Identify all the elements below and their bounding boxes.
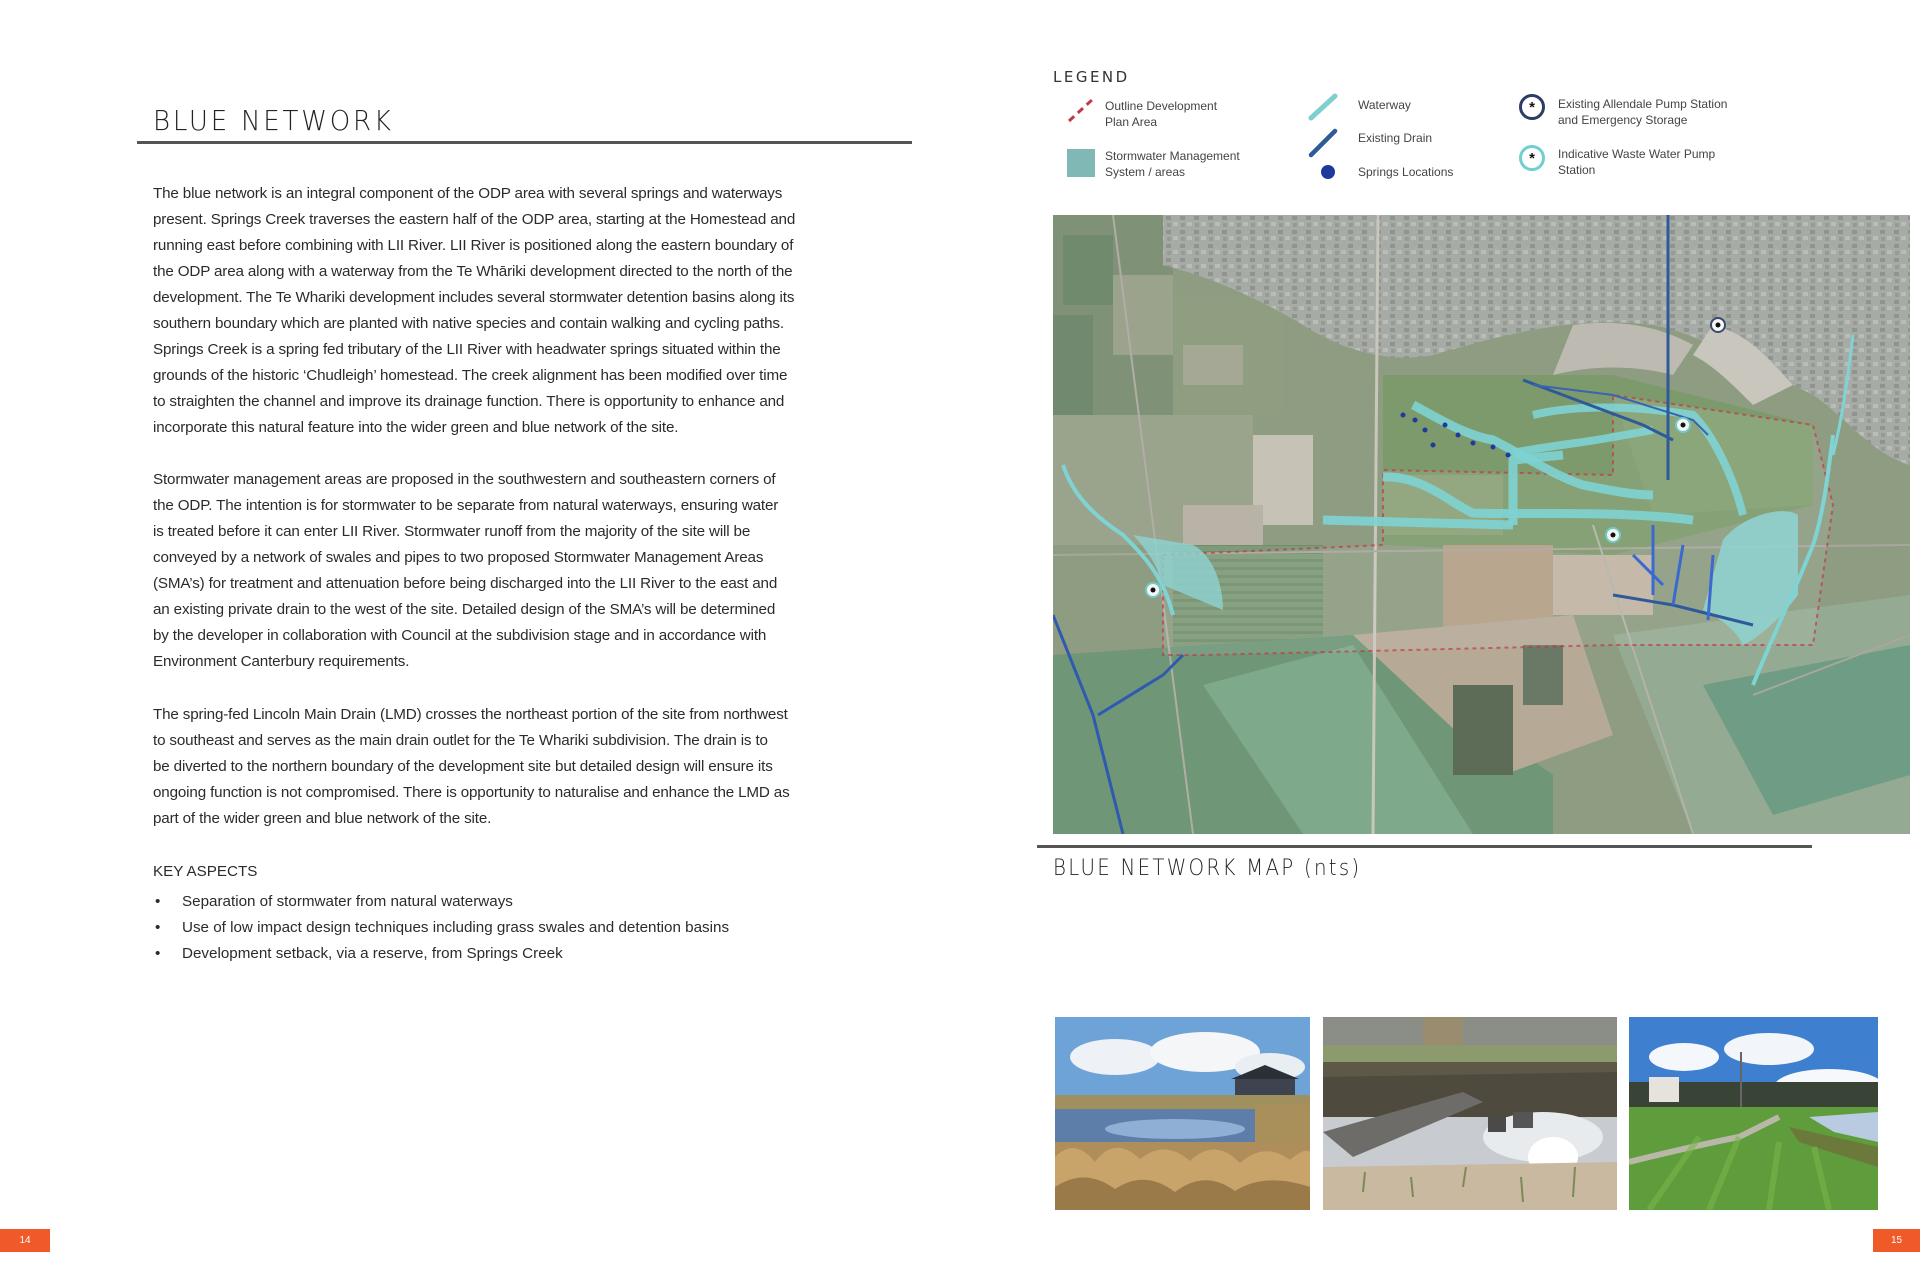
text-line: ongoing function is not compromised. There is opportunity to naturalise and enhance the LMD as	[153, 784, 790, 801]
legend-title: LEGEND	[1053, 68, 1130, 86]
text-line: Springs Creek is a spring fed tributary of the LII River with headwater springs situated within the	[153, 341, 781, 358]
list-item	[153, 941, 729, 967]
aerial-map-image	[1053, 215, 1910, 834]
text-line: southern boundary which are planted with native species and contain walking and cycling paths.	[153, 315, 784, 332]
text-line: Environment Canterbury requirements.	[153, 653, 410, 670]
pump-station-icon: *	[1519, 94, 1545, 120]
list-item-text: Development setback, via a reserve, from Springs Creek	[182, 945, 563, 962]
page-title: BLUE NETWORK	[153, 104, 394, 137]
paragraph-lincoln-main-drain	[153, 702, 888, 832]
text-line: the ODP area along with a waterway from the Te Whāriki development directed to the north of the	[153, 263, 793, 280]
legend-item-drain: Existing Drain	[1358, 131, 1433, 145]
legend-item-odp: Outline Development Plan Area	[1105, 99, 1218, 129]
blue-dot-icon	[1321, 165, 1335, 179]
page-number-right: 15	[1873, 1229, 1920, 1252]
map-divider	[1037, 845, 1812, 848]
text-line: (SMA’s) for treatment and attenuation before being discharged into the LII River to the east and	[153, 575, 778, 592]
blue-network-map	[1053, 215, 1910, 834]
text-line: by the developer in collaboration with Council at the subdivision stage and in accordance with	[153, 627, 767, 644]
text-line: grounds of the historic ‘Chudleigh’ homestead. The creek alignment has been modified over time	[153, 367, 788, 384]
paragraph-stormwater	[153, 467, 888, 675]
text-line: part of the wider green and blue network of the site.	[153, 810, 492, 827]
dark-blue-line-icon	[1307, 128, 1339, 158]
photo-detention-basin	[1323, 1017, 1617, 1210]
text-line: an existing private drain to the west of the site. Detailed design of the SMA’s will be determined	[153, 601, 776, 618]
red-dashed-line-icon	[1066, 96, 1096, 124]
legend-item-springs: Springs Locations	[1358, 165, 1454, 179]
key-aspects-heading: KEY ASPECTS	[153, 863, 258, 880]
text-line: to southeast and serves as the main drain outlet for the Te Whariki subdivision. The drain is to	[153, 732, 768, 749]
bullet-icon: •	[155, 945, 161, 962]
legend-item-sma: Stormwater Management System / areas	[1105, 149, 1240, 179]
text-line: incorporate this natural feature into the wider green and blue network of the site.	[153, 419, 679, 436]
text-line: the ODP. The intention is for stormwater to be separate from natural waterways, ensuring water	[153, 497, 779, 514]
paragraph-intro	[153, 181, 888, 441]
bullet-icon: •	[155, 919, 161, 936]
list-item	[153, 915, 729, 941]
text-line: running east before combining with LII River. LII River is positioned along the eastern boundary of	[153, 237, 794, 254]
text-line: Stormwater management areas are proposed in the southwestern and southeastern corners of	[153, 471, 776, 488]
photo-pond	[1055, 1017, 1310, 1210]
list-item-text: Separation of stormwater from natural waterways	[182, 893, 513, 910]
legend-item-waterway: Waterway	[1358, 98, 1411, 112]
text-line: to straighten the channel and improve its drainage function. There is opportunity to enhance and	[153, 393, 785, 410]
page-number-left: 14	[0, 1229, 50, 1252]
teal-swatch-icon	[1067, 149, 1095, 177]
list-item	[153, 889, 729, 915]
text-line: conveyed by a network of swales and pipes to two proposed Stormwater Management Areas	[153, 549, 764, 566]
text-line: The spring-fed Lincoln Main Drain (LMD) crosses the northeast portion of the site from northwest	[153, 706, 788, 723]
waste-water-pump-icon: *	[1519, 145, 1545, 171]
title-divider	[137, 141, 912, 144]
legend-item-waste-water-pump: Indicative Waste Water Pump Station	[1558, 147, 1716, 177]
light-blue-line-icon	[1307, 93, 1339, 121]
text-line: is treated before it can enter LII River. Stormwater runoff from the majority of the site will be	[153, 523, 751, 540]
bullet-icon: •	[155, 893, 161, 910]
legend-item-allendale-pump: Existing Allendale Pump Station and Emergency Storage	[1558, 97, 1728, 127]
map-caption: BLUE NETWORK MAP (nts)	[1053, 856, 1362, 881]
photo-grass-swale	[1629, 1017, 1878, 1210]
key-aspects-list	[153, 889, 729, 967]
list-item-text: Use of low impact design techniques including grass swales and detention basins	[182, 919, 730, 936]
text-line: present. Springs Creek traverses the eastern half of the ODP area, starting at the Homestead and	[153, 211, 796, 228]
text-line: be diverted to the northern boundary of the development site but detailed design will ensure its	[153, 758, 773, 775]
text-line: The blue network is an integral component of the ODP area with several springs and waterways	[153, 185, 783, 202]
text-line: development. The Te Whariki development includes several stormwater detention basins along its	[153, 289, 795, 306]
